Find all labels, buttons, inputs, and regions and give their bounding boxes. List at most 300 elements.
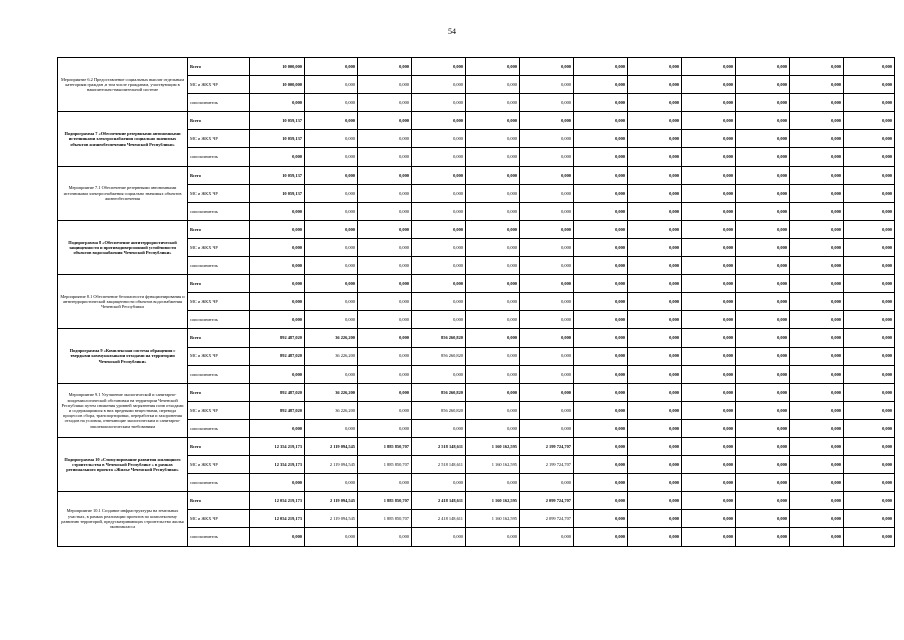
value-cell: 0,000	[358, 184, 412, 202]
value-cell: 0,000	[358, 365, 412, 383]
value-cell: 0,000	[305, 166, 358, 184]
value-cell: 0,000	[844, 347, 895, 365]
value-cell: 0,000	[305, 419, 358, 437]
value-cell: 0,000	[250, 419, 305, 437]
value-cell: 0,000	[520, 184, 574, 202]
value-cell: 0,000	[682, 238, 736, 256]
value-cell: 0,000	[844, 148, 895, 166]
value-cell: 0,000	[682, 76, 736, 94]
value-cell: 0,000	[790, 510, 844, 528]
value-cell: 0,000	[682, 184, 736, 202]
program-name: Мероприятие 8.1 Обеспечение безопасности функционирования и антитеррористической защищенности объектов водоснабжения Чеченской Республики	[60, 293, 185, 310]
funding-source-cell: МС и ЖКХ ЧР	[188, 456, 250, 474]
value-cell: 12 054 219,173	[250, 492, 305, 510]
value-cell: 0,000	[628, 456, 682, 474]
value-cell: 0,000	[628, 184, 682, 202]
value-cell: 0,000	[736, 76, 790, 94]
value-cell: 2 518 148,611	[412, 437, 466, 455]
value-cell: 2 099 724,707	[520, 510, 574, 528]
value-cell: 0,000	[682, 456, 736, 474]
value-cell: 0,000	[574, 365, 628, 383]
value-cell: 0,000	[358, 148, 412, 166]
value-cell: 0,000	[520, 347, 574, 365]
value-cell: 0,000	[250, 474, 305, 492]
value-cell: 0,000	[628, 112, 682, 130]
funding-source-cell: МС и ЖКХ ЧР	[188, 130, 250, 148]
value-cell: 0,000	[305, 365, 358, 383]
value-cell: 0,000	[628, 238, 682, 256]
value-cell: 0,000	[736, 365, 790, 383]
value-cell: 0,000	[466, 347, 520, 365]
value-cell: 0,000	[844, 130, 895, 148]
value-cell: 0,000	[790, 257, 844, 275]
value-cell: 0,000	[736, 148, 790, 166]
value-cell: 0,000	[844, 76, 895, 94]
value-cell: 0,000	[790, 275, 844, 293]
value-cell: 36 226,200	[305, 383, 358, 401]
value-cell: 0,000	[628, 347, 682, 365]
value-cell: 0,000	[682, 220, 736, 238]
value-cell: 1 160 162,595	[466, 510, 520, 528]
value-cell: 0,000	[736, 238, 790, 256]
value-cell: 0,000	[628, 311, 682, 329]
value-cell: 0,000	[628, 202, 682, 220]
value-cell: 0,000	[466, 257, 520, 275]
value-cell: 0,000	[736, 437, 790, 455]
value-cell: 0,000	[844, 94, 895, 112]
value-cell: 0,000	[844, 202, 895, 220]
value-cell: 2 418 148,611	[412, 492, 466, 510]
value-cell: 36 226,200	[305, 329, 358, 347]
table-row	[58, 220, 895, 238]
value-cell: 0,000	[574, 474, 628, 492]
value-cell: 0,000	[682, 474, 736, 492]
value-cell: 0,000	[466, 76, 520, 94]
value-cell: 1 885 850,707	[358, 510, 412, 528]
value-cell: 0,000	[682, 383, 736, 401]
value-cell: 0,000	[844, 437, 895, 455]
value-cell: 0,000	[358, 58, 412, 76]
value-cell: 0,000	[790, 401, 844, 419]
value-cell: 0,000	[574, 383, 628, 401]
value-cell: 0,000	[305, 293, 358, 311]
value-cell: 0,000	[736, 528, 790, 546]
value-cell: 0,000	[844, 311, 895, 329]
value-cell: 0,000	[628, 257, 682, 275]
value-cell: 0,000	[412, 365, 466, 383]
value-cell: 0,000	[682, 94, 736, 112]
value-cell: 0,000	[790, 94, 844, 112]
funding-source-cell: соисполнитель	[188, 257, 250, 275]
value-cell: 0,000	[736, 311, 790, 329]
value-cell: 0,000	[682, 492, 736, 510]
value-cell: 12 054 219,173	[250, 510, 305, 528]
value-cell: 0,000	[682, 528, 736, 546]
value-cell: 0,000	[628, 148, 682, 166]
value-cell: 0,000	[305, 275, 358, 293]
value-cell: 0,000	[574, 347, 628, 365]
value-cell: 856 260,820	[412, 347, 466, 365]
funding-source-cell: МС и ЖКХ ЧР	[188, 76, 250, 94]
value-cell: 0,000	[628, 365, 682, 383]
value-cell: 1 160 162,595	[466, 456, 520, 474]
funding-source-cell: МС и ЖКХ ЧР	[188, 238, 250, 256]
value-cell: 0,000	[790, 220, 844, 238]
value-cell: 0,000	[358, 311, 412, 329]
value-cell: 0,000	[844, 58, 895, 76]
value-cell: 0,000	[466, 184, 520, 202]
value-cell: 0,000	[790, 202, 844, 220]
value-cell: 0,000	[682, 437, 736, 455]
value-cell: 892 487,020	[250, 383, 305, 401]
value-cell: 0,000	[790, 528, 844, 546]
value-cell: 892 487,020	[250, 347, 305, 365]
value-cell: 0,000	[358, 94, 412, 112]
value-cell: 0,000	[412, 112, 466, 130]
program-name: Подпрограмма 8 «Обеспечение антитеррористической защищенности и противодиверсионной устойчивости объектов водоснабжения Чеченской Республики»	[68, 239, 177, 256]
value-cell: 0,000	[574, 202, 628, 220]
value-cell: 0,000	[736, 492, 790, 510]
value-cell: 0,000	[628, 383, 682, 401]
funding-source-cell: МС и ЖКХ ЧР	[188, 293, 250, 311]
value-cell: 0,000	[844, 365, 895, 383]
value-cell: 0,000	[844, 112, 895, 130]
value-cell: 0,000	[682, 130, 736, 148]
value-cell: 0,000	[520, 293, 574, 311]
value-cell: 0,000	[682, 329, 736, 347]
value-cell: 0,000	[250, 311, 305, 329]
value-cell: 0,000	[736, 329, 790, 347]
value-cell: 0,000	[305, 76, 358, 94]
value-cell: 0,000	[628, 58, 682, 76]
value-cell: 0,000	[574, 510, 628, 528]
value-cell: 0,000	[844, 166, 895, 184]
value-cell: 0,000	[520, 220, 574, 238]
value-cell: 0,000	[628, 130, 682, 148]
value-cell: 0,000	[682, 419, 736, 437]
funding-source-cell: Всего	[188, 166, 250, 184]
value-cell: 856 260,820	[412, 329, 466, 347]
value-cell: 0,000	[466, 130, 520, 148]
value-cell: 36 226,200	[305, 347, 358, 365]
value-cell: 892 487,020	[250, 401, 305, 419]
value-cell: 0,000	[682, 365, 736, 383]
value-cell: 0,000	[412, 130, 466, 148]
value-cell: 0,000	[520, 419, 574, 437]
value-cell: 0,000	[844, 383, 895, 401]
value-cell: 0,000	[628, 166, 682, 184]
value-cell: 0,000	[466, 220, 520, 238]
value-cell: 0,000	[736, 184, 790, 202]
value-cell: 0,000	[520, 474, 574, 492]
value-cell: 1 160 162,595	[466, 437, 520, 455]
value-cell: 0,000	[574, 94, 628, 112]
value-cell: 0,000	[682, 148, 736, 166]
value-cell: 0,000	[466, 419, 520, 437]
value-cell: 0,000	[790, 437, 844, 455]
value-cell: 0,000	[412, 275, 466, 293]
table-row	[58, 58, 895, 76]
value-cell: 0,000	[412, 238, 466, 256]
value-cell: 0,000	[682, 275, 736, 293]
value-cell: 0,000	[412, 220, 466, 238]
value-cell: 0,000	[520, 329, 574, 347]
value-cell: 0,000	[844, 257, 895, 275]
program-name-cell	[58, 58, 188, 112]
value-cell: 0,000	[736, 347, 790, 365]
value-cell: 0,000	[682, 311, 736, 329]
value-cell: 0,000	[520, 148, 574, 166]
value-cell: 10 059,137	[250, 166, 305, 184]
funding-source-cell: МС и ЖКХ ЧР	[188, 510, 250, 528]
value-cell: 0,000	[844, 238, 895, 256]
budget-table	[57, 57, 895, 547]
value-cell: 2 119 094,545	[305, 492, 358, 510]
program-name: Мероприятие 6.2 Предоставление социальных выплат отдельным категориям граждан ,в том числе гражданам, участвующим в накопительно-накопительной системе	[60, 76, 185, 93]
value-cell: 10 059,137	[250, 112, 305, 130]
value-cell: 0,000	[305, 257, 358, 275]
value-cell: 0,000	[844, 474, 895, 492]
value-cell: 0,000	[574, 112, 628, 130]
value-cell: 0,000	[736, 275, 790, 293]
value-cell: 0,000	[305, 184, 358, 202]
value-cell: 0,000	[736, 130, 790, 148]
value-cell: 0,000	[682, 347, 736, 365]
value-cell: 0,000	[305, 148, 358, 166]
value-cell: 0,000	[305, 220, 358, 238]
value-cell: 0,000	[574, 184, 628, 202]
value-cell: 0,000	[305, 528, 358, 546]
value-cell: 1 885 850,707	[358, 456, 412, 474]
value-cell: 0,000	[682, 510, 736, 528]
table-row	[58, 383, 895, 401]
value-cell: 0,000	[574, 492, 628, 510]
value-cell: 0,000	[520, 311, 574, 329]
value-cell: 0,000	[736, 202, 790, 220]
value-cell: 0,000	[412, 311, 466, 329]
value-cell: 2 099 724,707	[520, 492, 574, 510]
table-row	[58, 166, 895, 184]
value-cell: 0,000	[682, 58, 736, 76]
value-cell: 0,000	[520, 202, 574, 220]
value-cell: 2 119 094,545	[305, 456, 358, 474]
value-cell: 0,000	[844, 510, 895, 528]
value-cell: 2 119 094,545	[305, 510, 358, 528]
funding-source-cell: Всего	[188, 492, 250, 510]
value-cell: 0,000	[682, 257, 736, 275]
value-cell: 0,000	[736, 474, 790, 492]
value-cell: 0,000	[358, 528, 412, 546]
value-cell: 0,000	[574, 293, 628, 311]
value-cell: 0,000	[520, 257, 574, 275]
value-cell: 0,000	[412, 419, 466, 437]
funding-source-cell: соисполнитель	[188, 202, 250, 220]
value-cell: 0,000	[628, 94, 682, 112]
value-cell: 0,000	[250, 238, 305, 256]
funding-source-cell: Всего	[188, 112, 250, 130]
funding-source-cell: Всего	[188, 329, 250, 347]
value-cell: 0,000	[305, 238, 358, 256]
value-cell: 0,000	[790, 456, 844, 474]
value-cell: 0,000	[466, 58, 520, 76]
value-cell: 0,000	[466, 311, 520, 329]
value-cell: 0,000	[305, 311, 358, 329]
value-cell: 0,000	[790, 365, 844, 383]
value-cell: 0,000	[682, 401, 736, 419]
value-cell: 0,000	[790, 184, 844, 202]
value-cell: 0,000	[844, 528, 895, 546]
value-cell: 0,000	[358, 130, 412, 148]
value-cell: 0,000	[790, 383, 844, 401]
value-cell: 0,000	[844, 184, 895, 202]
value-cell: 0,000	[358, 238, 412, 256]
value-cell: 0,000	[574, 456, 628, 474]
table-row	[58, 437, 895, 455]
program-name: Мероприятие 7.1 Обеспечение резервными автономными источниками электроснабжения социально значимых объектов жизнеобеспечения	[63, 185, 182, 201]
funding-source-cell: Всего	[188, 220, 250, 238]
value-cell: 0,000	[736, 510, 790, 528]
value-cell: 0,000	[628, 76, 682, 94]
value-cell: 0,000	[628, 528, 682, 546]
value-cell: 856 260,820	[412, 401, 466, 419]
value-cell: 2 199 724,707	[520, 437, 574, 455]
value-cell: 0,000	[574, 220, 628, 238]
value-cell: 0,000	[250, 293, 305, 311]
value-cell: 10 059,137	[250, 130, 305, 148]
value-cell: 1 160 162,595	[466, 492, 520, 510]
value-cell: 10 000,000	[250, 76, 305, 94]
value-cell: 0,000	[412, 58, 466, 76]
value-cell: 0,000	[358, 76, 412, 94]
value-cell: 0,000	[574, 76, 628, 94]
value-cell: 0,000	[790, 58, 844, 76]
value-cell: 0,000	[412, 76, 466, 94]
value-cell: 0,000	[574, 166, 628, 184]
value-cell: 0,000	[520, 275, 574, 293]
value-cell: 0,000	[358, 220, 412, 238]
funding-source-cell: МС и ЖКХ ЧР	[188, 347, 250, 365]
value-cell: 0,000	[628, 492, 682, 510]
value-cell: 10 000,000	[250, 58, 305, 76]
value-cell: 0,000	[736, 456, 790, 474]
value-cell: 0,000	[358, 474, 412, 492]
value-cell: 0,000	[358, 419, 412, 437]
value-cell: 0,000	[736, 94, 790, 112]
value-cell: 0,000	[790, 112, 844, 130]
program-name: Подпрограмма 7 «Обеспечение резервными автономными источниками электроснабжения социально значимых объектов жизнеобеспечения Чеченской Республики»	[64, 131, 181, 147]
value-cell: 0,000	[520, 94, 574, 112]
value-cell: 0,000	[358, 166, 412, 184]
funding-source-cell: Всего	[188, 275, 250, 293]
table-row	[58, 329, 895, 347]
value-cell: 0,000	[628, 437, 682, 455]
value-cell: 0,000	[305, 202, 358, 220]
value-cell: 0,000	[466, 293, 520, 311]
value-cell: 0,000	[736, 112, 790, 130]
value-cell: 0,000	[628, 293, 682, 311]
value-cell: 0,000	[520, 76, 574, 94]
value-cell: 0,000	[466, 202, 520, 220]
funding-source-cell: соисполнитель	[188, 148, 250, 166]
value-cell: 0,000	[574, 419, 628, 437]
value-cell: 0,000	[250, 94, 305, 112]
value-cell: 2 518 148,611	[412, 456, 466, 474]
value-cell: 0,000	[305, 474, 358, 492]
value-cell: 0,000	[250, 202, 305, 220]
value-cell: 0,000	[790, 130, 844, 148]
value-cell: 0,000	[574, 257, 628, 275]
value-cell: 0,000	[250, 528, 305, 546]
value-cell: 0,000	[305, 112, 358, 130]
value-cell: 0,000	[520, 238, 574, 256]
value-cell: 0,000	[520, 383, 574, 401]
value-cell: 0,000	[844, 293, 895, 311]
program-name-cell	[58, 383, 188, 437]
value-cell: 0,000	[358, 112, 412, 130]
value-cell: 0,000	[574, 437, 628, 455]
value-cell: 0,000	[628, 474, 682, 492]
value-cell: 856 260,820	[412, 383, 466, 401]
value-cell: 0,000	[736, 166, 790, 184]
value-cell: 0,000	[574, 148, 628, 166]
value-cell: 0,000	[412, 257, 466, 275]
value-cell: 0,000	[844, 275, 895, 293]
value-cell: 0,000	[628, 401, 682, 419]
funding-source-cell: Всего	[188, 383, 250, 401]
value-cell: 0,000	[250, 275, 305, 293]
funding-source-cell: соисполнитель	[188, 94, 250, 112]
value-cell: 0,000	[520, 401, 574, 419]
value-cell: 0,000	[628, 329, 682, 347]
value-cell: 0,000	[790, 76, 844, 94]
value-cell: 0,000	[844, 329, 895, 347]
value-cell: 2 119 094,545	[305, 437, 358, 455]
program-name-cell	[58, 329, 188, 383]
value-cell: 36 226,200	[305, 401, 358, 419]
value-cell: 0,000	[358, 347, 412, 365]
value-cell: 0,000	[250, 148, 305, 166]
program-name: Подпрограмма 10 «Стимулирование развития жилищного строительства в Чеченской Республике » в рамках регионального проекта «Жилье Чеченской Республики»	[64, 456, 181, 473]
value-cell: 0,000	[736, 257, 790, 275]
value-cell: 0,000	[736, 58, 790, 76]
value-cell: 0,000	[790, 311, 844, 329]
funding-source-cell: соисполнитель	[188, 419, 250, 437]
value-cell: 0,000	[790, 329, 844, 347]
value-cell: 0,000	[628, 419, 682, 437]
value-cell: 0,000	[466, 112, 520, 130]
value-cell: 2 199 724,707	[520, 456, 574, 474]
value-cell: 0,000	[358, 202, 412, 220]
value-cell: 0,000	[466, 528, 520, 546]
value-cell: 0,000	[305, 94, 358, 112]
value-cell: 0,000	[358, 383, 412, 401]
funding-source-cell: соисполнитель	[188, 365, 250, 383]
value-cell: 0,000	[790, 419, 844, 437]
value-cell: 0,000	[466, 94, 520, 112]
table-row	[58, 492, 895, 510]
value-cell: 0,000	[358, 257, 412, 275]
value-cell: 0,000	[574, 401, 628, 419]
table-row	[58, 275, 895, 293]
value-cell: 0,000	[790, 238, 844, 256]
value-cell: 0,000	[790, 293, 844, 311]
value-cell: 0,000	[520, 166, 574, 184]
value-cell: 0,000	[466, 401, 520, 419]
funding-source-cell: МС и ЖКХ ЧР	[188, 184, 250, 202]
program-name-cell	[58, 437, 188, 491]
value-cell: 0,000	[412, 94, 466, 112]
value-cell: 0,000	[466, 275, 520, 293]
